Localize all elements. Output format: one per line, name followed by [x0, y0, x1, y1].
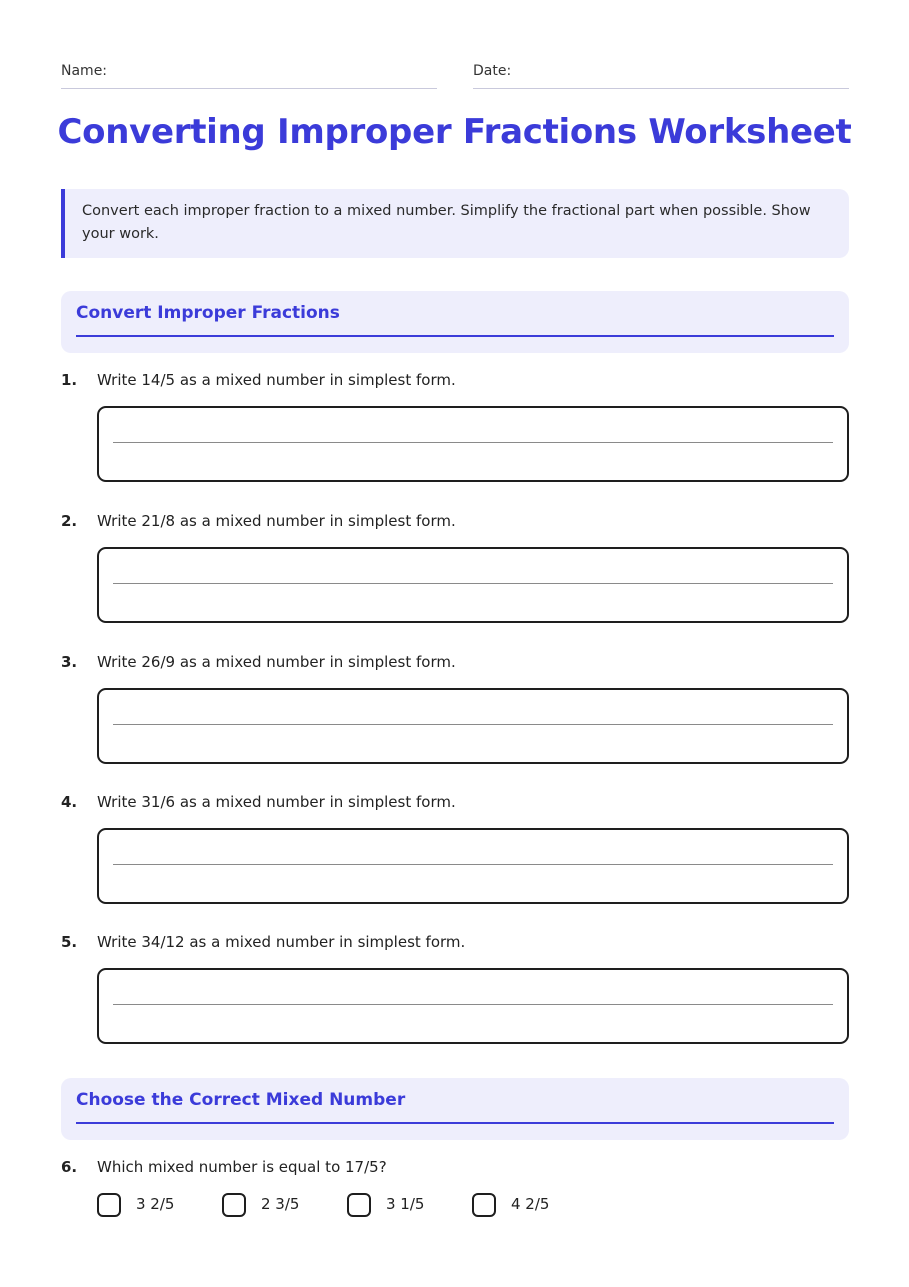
section-underline — [76, 1122, 834, 1124]
answer-line — [113, 864, 833, 865]
answer-box[interactable] — [97, 968, 849, 1044]
name-date-row — [61, 60, 849, 90]
answer-line — [113, 583, 833, 584]
question-text: Write 31/6 as a mixed number in simplest form. — [97, 793, 456, 811]
name-label: Name: — [61, 63, 108, 79]
checkbox[interactable] — [97, 1193, 121, 1217]
answer-box[interactable] — [97, 406, 849, 482]
question-number: 3. — [61, 653, 78, 671]
answer-box[interactable] — [97, 547, 849, 623]
answer-line — [113, 724, 833, 725]
section-title: Convert Improper Fractions — [76, 303, 340, 323]
answer-box[interactable] — [97, 688, 849, 764]
choice-label: 3 2/5 — [136, 1195, 175, 1213]
date-field[interactable] — [473, 60, 849, 89]
section-header-choose — [61, 1078, 849, 1140]
choice-label: 4 2/5 — [511, 1195, 550, 1213]
page-title: Converting Improper Fractions Worksheet — [57, 112, 852, 152]
question-number: 1. — [61, 371, 78, 389]
question-number: 6. — [61, 1158, 78, 1176]
choice-group — [97, 1191, 849, 1221]
section-underline — [76, 335, 834, 337]
question-number: 4. — [61, 793, 78, 811]
choice-label: 3 1/5 — [386, 1195, 425, 1213]
question-text: Write 14/5 as a mixed number in simplest form. — [97, 371, 456, 389]
answer-line — [113, 1004, 833, 1005]
answer-box[interactable] — [97, 828, 849, 904]
checkbox[interactable] — [472, 1193, 496, 1217]
question-number: 2. — [61, 512, 78, 530]
question-text: Which mixed number is equal to 17/5? — [97, 1158, 387, 1176]
question-text: Write 34/12 as a mixed number in simplest form. — [97, 933, 466, 951]
choice-label: 2 3/5 — [261, 1195, 300, 1213]
date-label: Date: — [473, 63, 512, 79]
checkbox[interactable] — [222, 1193, 246, 1217]
name-field[interactable] — [61, 60, 437, 89]
question-number: 5. — [61, 933, 78, 951]
section-title: Choose the Correct Mixed Number — [76, 1090, 406, 1110]
section-header-convert — [61, 291, 849, 353]
question-text: Write 26/9 as a mixed number in simplest form. — [97, 653, 456, 671]
answer-line — [113, 442, 833, 443]
checkbox[interactable] — [347, 1193, 371, 1217]
instructions-box: Convert each improper fraction to a mixed number. Simplify the fractional part when possible. Show your work. — [61, 189, 849, 258]
question-text: Write 21/8 as a mixed number in simplest form. — [97, 512, 456, 530]
